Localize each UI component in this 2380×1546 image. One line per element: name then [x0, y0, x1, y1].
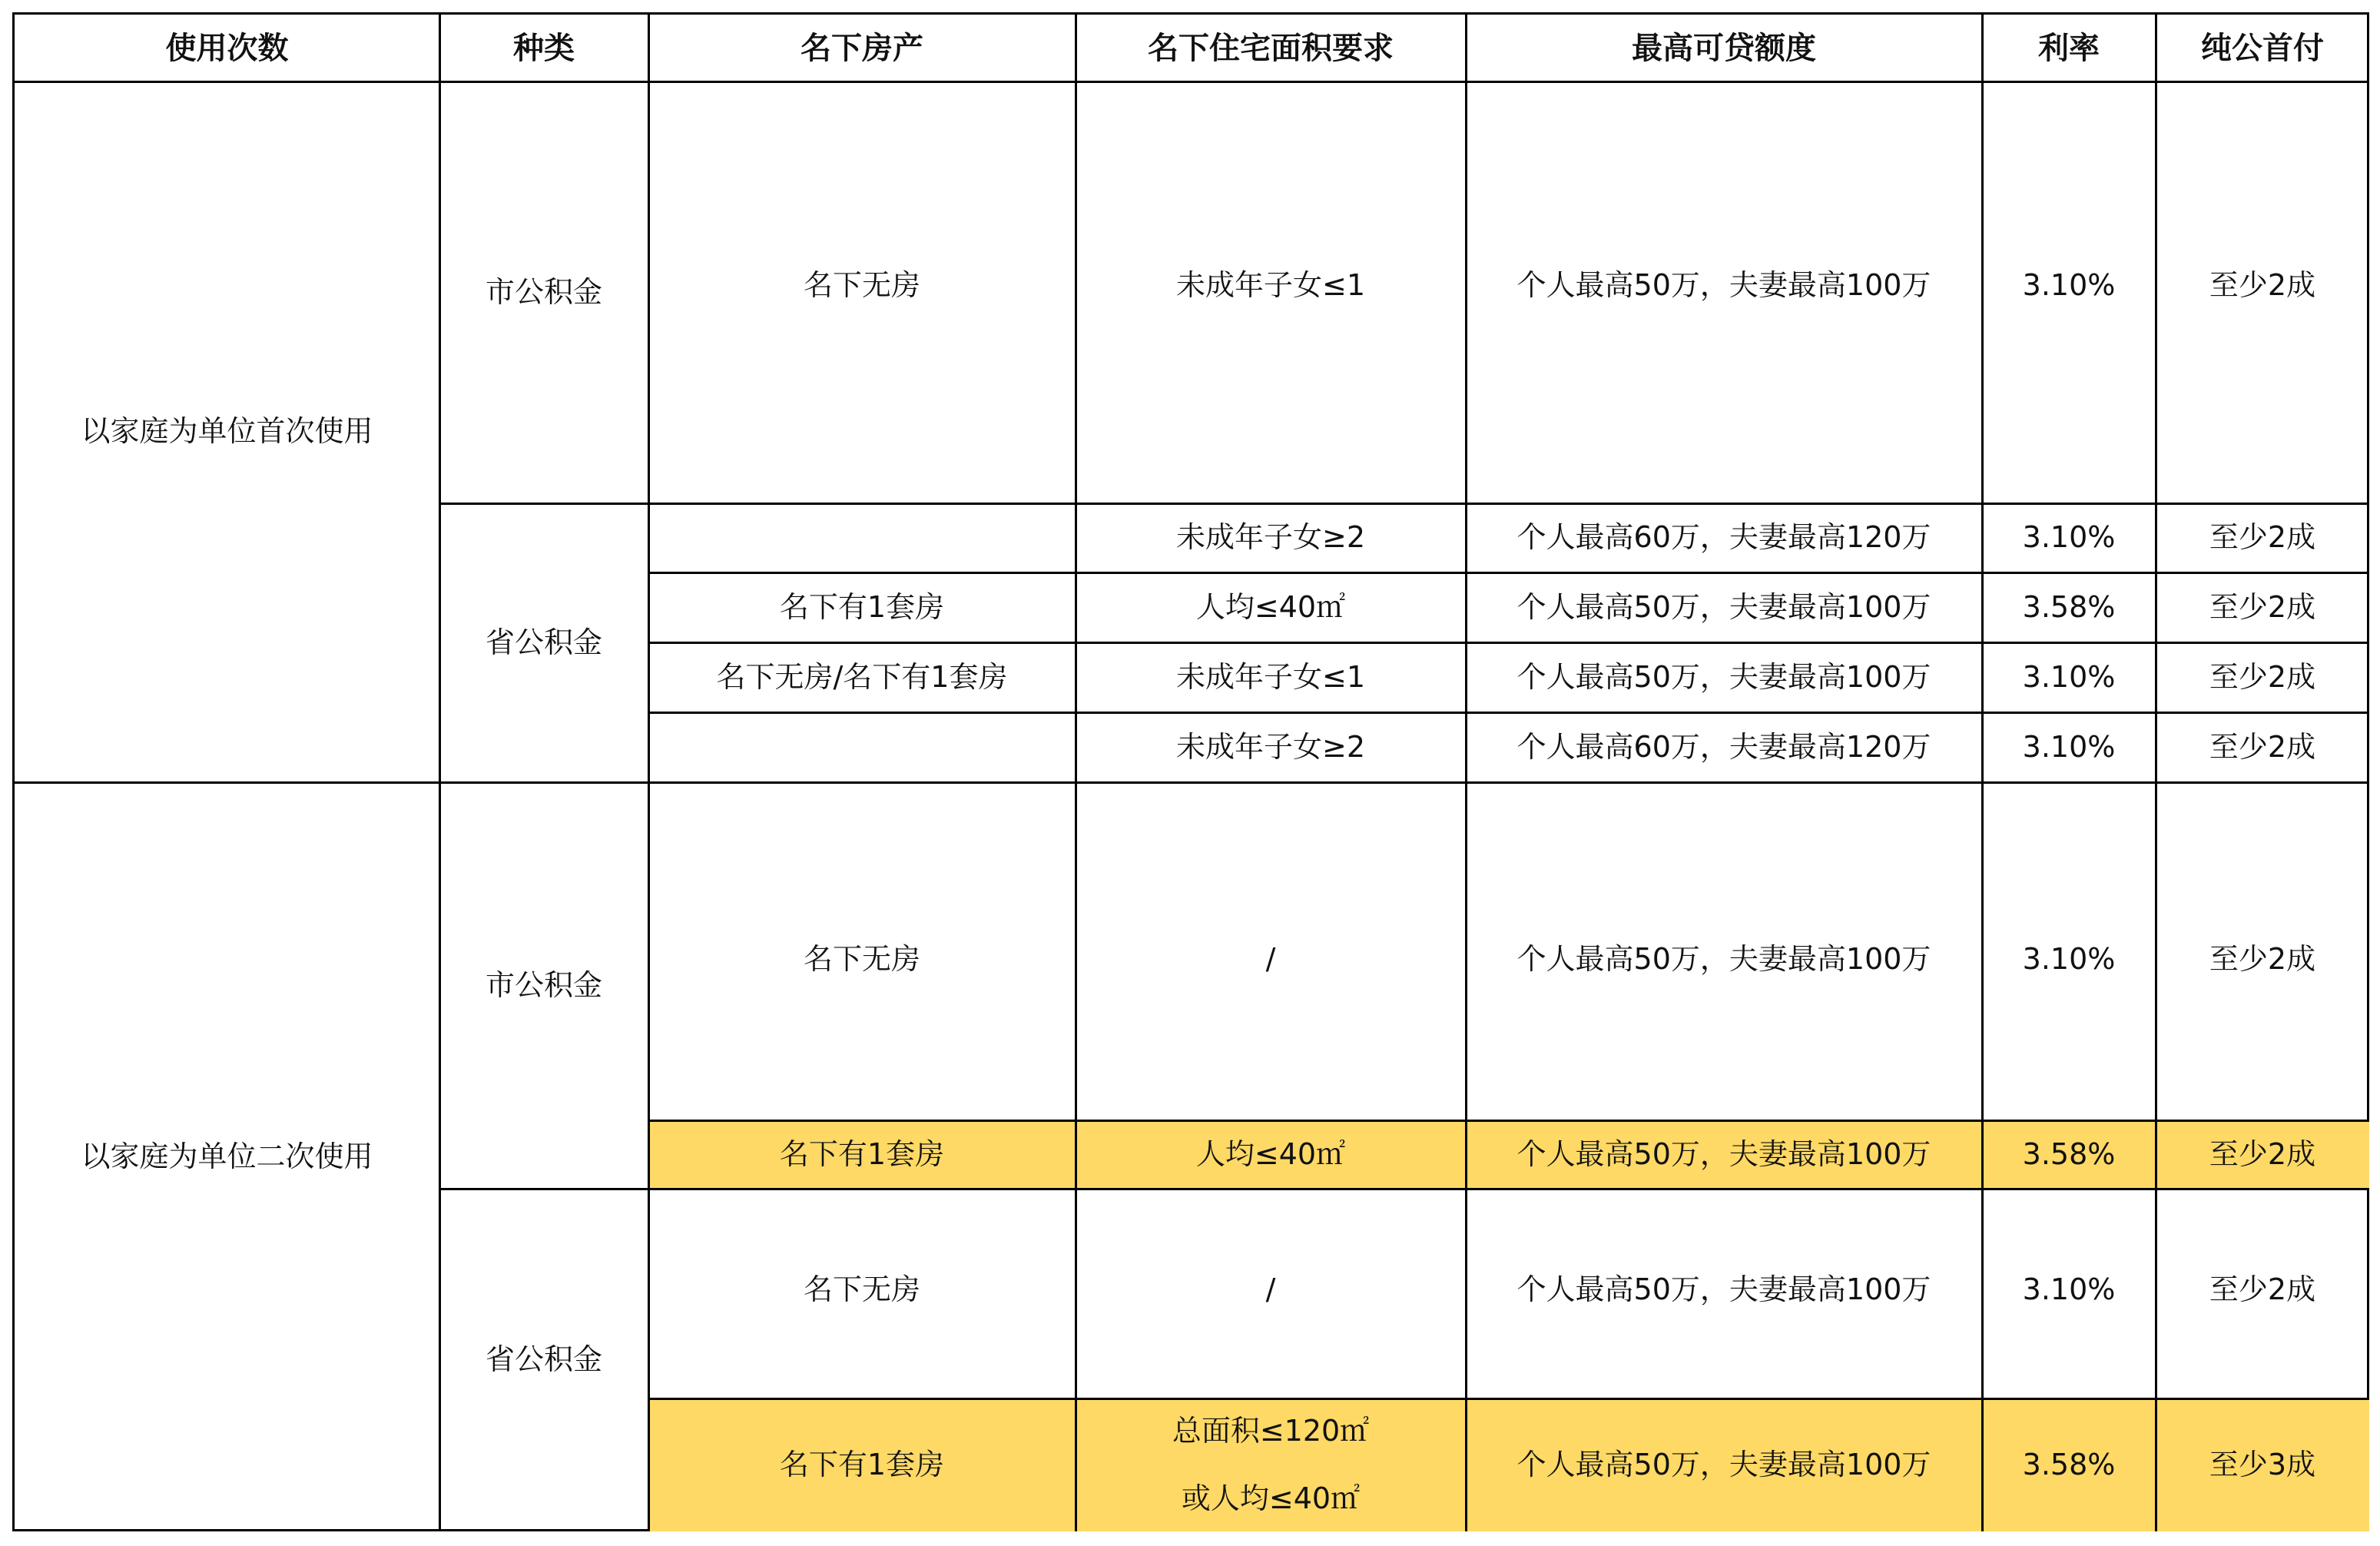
divider — [1465, 15, 1467, 1531]
header-property: 名下房产 — [801, 30, 923, 66]
header-usage: 使用次数 — [165, 30, 289, 66]
cell-area: / — [1265, 1272, 1276, 1306]
cell-limit: 个人最高50万，夫妻最高100万 — [1517, 589, 1931, 624]
divider — [648, 1120, 2369, 1122]
divider — [439, 1188, 2369, 1190]
cell-limit: 个人最高50万，夫妻最高100万 — [1517, 659, 1931, 694]
divider — [439, 503, 2369, 505]
cell-rate: 3.10% — [2022, 659, 2116, 694]
divider — [1075, 15, 1077, 1531]
cell-property — [648, 503, 1076, 572]
cell-down-payment: 至少3成 — [2209, 1447, 2316, 1481]
area-line-total: 总面积≤120㎡ — [1172, 1414, 1370, 1448]
cell-area: 人均≤40㎡ — [1195, 1136, 1346, 1171]
cell-property: 名下有1套房 — [779, 1447, 945, 1481]
cell-down-payment: 至少2成 — [2209, 1136, 2316, 1171]
cell-property: 名下无房 — [803, 268, 920, 302]
cell-down-payment: 至少2成 — [2209, 589, 2316, 624]
header-rate: 利率 — [2038, 30, 2100, 66]
cell-area: 未成年子女≤1 — [1175, 268, 1366, 302]
cell-rate: 3.58% — [2022, 1447, 2116, 1481]
cell-area: 未成年子女≥2 — [1175, 729, 1366, 764]
cell-down-payment: 至少2成 — [2209, 729, 2316, 764]
cell-property: 名下无房/名下有1套房 — [716, 659, 1008, 694]
cell-limit: 个人最高60万，夫妻最高120万 — [1517, 520, 1931, 555]
housing-fund-table — [12, 12, 2369, 1531]
divider — [1981, 15, 1984, 1531]
cell-down-payment: 至少2成 — [2209, 659, 2316, 694]
cell-rate: 3.10% — [2022, 268, 2116, 302]
divider — [439, 15, 441, 1531]
header-down-payment: 纯公首付 — [2201, 30, 2324, 66]
cell-limit: 个人最高50万，夫妻最高100万 — [1517, 1136, 1931, 1171]
cell-down-payment: 至少2成 — [2209, 942, 2316, 976]
cell-limit: 个人最高50万，夫妻最高100万 — [1517, 1447, 1931, 1481]
header-loan-limit: 最高可贷额度 — [1632, 30, 1816, 66]
divider — [648, 572, 2369, 574]
cell-limit: 个人最高50万，夫妻最高100万 — [1517, 942, 1931, 976]
area-line-per-capita: 或人均≤40㎡ — [1181, 1481, 1361, 1515]
cell-rate: 3.10% — [2022, 942, 2116, 976]
cell-area — [1076, 1398, 1466, 1531]
cell-property: 名下无房 — [803, 1272, 920, 1306]
cell-down-payment: 至少2成 — [2209, 268, 2316, 302]
type-second-city: 市公积金 — [485, 967, 602, 1002]
header-type: 种类 — [513, 30, 575, 66]
cell-down-payment: 至少2成 — [2209, 520, 2316, 555]
cell-limit: 个人最高60万，夫妻最高120万 — [1517, 729, 1931, 764]
divider — [15, 81, 2369, 83]
divider — [648, 1398, 2369, 1400]
divider — [648, 712, 2369, 714]
cell-rate: 3.58% — [2022, 589, 2116, 624]
cell-area: / — [1265, 942, 1276, 976]
cell-area: 未成年子女≤1 — [1175, 659, 1366, 694]
cell-limit: 个人最高50万，夫妻最高100万 — [1517, 268, 1931, 302]
cell-rate: 3.10% — [2022, 520, 2116, 555]
divider — [648, 642, 2369, 644]
divider — [2155, 15, 2157, 1531]
cell-down-payment: 至少2成 — [2209, 1272, 2316, 1306]
type-first-province: 省公积金 — [485, 625, 602, 659]
usage-first: 以家庭为单位首次使用 — [81, 414, 373, 449]
type-first-city: 市公积金 — [485, 274, 602, 309]
cell-rate: 3.58% — [2022, 1136, 2116, 1171]
cell-property: 名下有1套房 — [779, 589, 945, 624]
cell-rate: 3.10% — [2022, 1272, 2116, 1306]
divider — [15, 781, 2369, 784]
cell-area: 人均≤40㎡ — [1195, 589, 1346, 624]
header-area-requirement: 名下住宅面积要求 — [1148, 30, 1394, 66]
type-second-province: 省公积金 — [485, 1342, 602, 1377]
cell-property — [648, 712, 1076, 782]
cell-limit: 个人最高50万，夫妻最高100万 — [1517, 1272, 1931, 1306]
cell-property: 名下有1套房 — [779, 1136, 945, 1171]
cell-property: 名下无房 — [803, 942, 920, 976]
cell-area: 未成年子女≥2 — [1175, 520, 1366, 555]
usage-second: 以家庭为单位二次使用 — [81, 1139, 373, 1173]
cell-rate: 3.10% — [2022, 729, 2116, 764]
divider — [648, 15, 650, 1531]
